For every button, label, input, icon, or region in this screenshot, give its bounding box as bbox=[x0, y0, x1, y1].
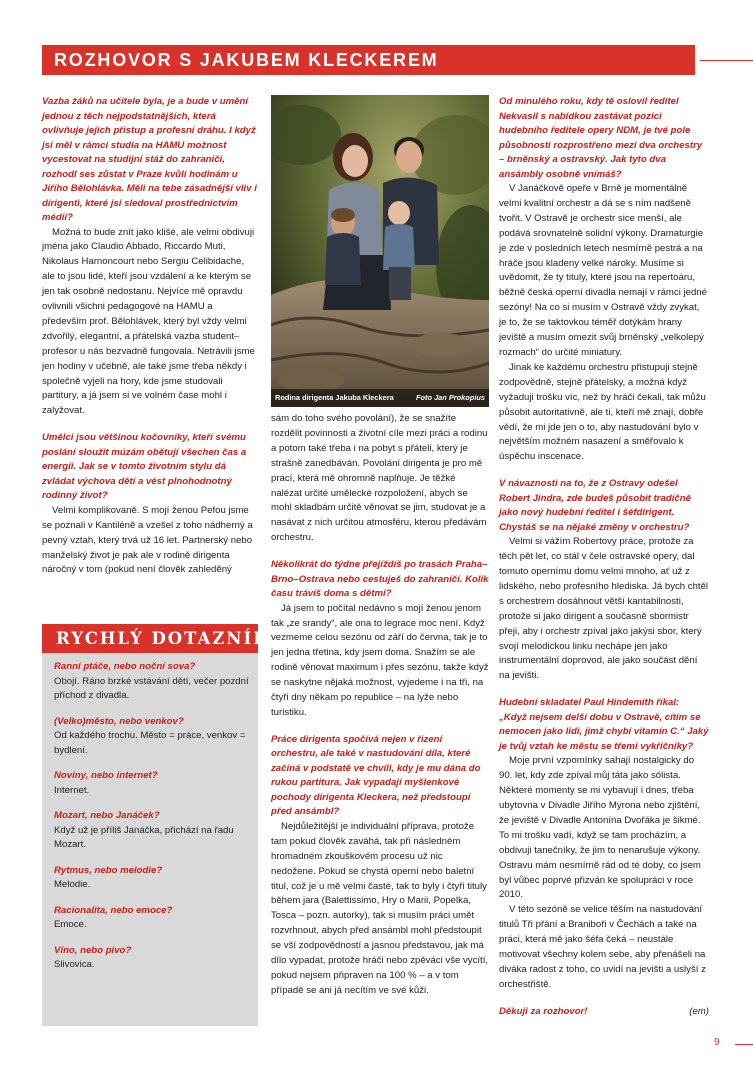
column-2 bbox=[271, 412, 489, 999]
quiz-question: Noviny, nebo internet? bbox=[54, 770, 158, 781]
quiz-question: Racionalita, nebo emoce? bbox=[54, 904, 173, 916]
answer: Já jsem to počítal nedávno s mojí ženou jenom tak „ze srandy“, ale ona to legrace moc není. Když vezmeme celou sezónu od září do června, tak je to jen jedna třetina, kdy jsem doma. Snažím se ale rodině věnovat maximum i přes sezónu, takže když se naskytne nějaká možnost, vyjedeme i na tři, na čtyři dny někam po republice – na lyže nebo turistiku. bbox=[271, 602, 489, 718]
answer: Nejdůležitější je individuální příprava, protože tam pokud člověk zaváhá, tak při následném hromadném zkouškovém procesu už nic nedožene. Pokud se chystá operní nebo baletní titul, což je u mě velmi časté, tak to byly i čtyři tituly během jara (Balettissimo, Hry o Marii, Popelka, Tosca – pozn. autorky), tak si musím práci umět rozvrhnout, abych před ansámbl mohl předstoupit se vší zodpovědností a jasnou představou, jak má dílo vypadat, protože hráči nebo zpěváci vše vycítí, pokud nejsem připraven na 100 % – a v tom případě se ani já necítím ve své kůži. bbox=[271, 820, 489, 996]
answer: Jinak ke každému orchestru přistupuji stejně zodpovědně, stejně přátelsky, a možná když vyžaduji trošku víc, než by hráči čekali, tak můžu působit autoritativně, ale ti, kteří mě znají, dobře vědí, že mi jde jen o to, aby nastudování bylo v největším možném nasazení a směřovalo k úspěchu inscenace. bbox=[499, 361, 706, 463]
quiz-answer: Když už je příliš Janáčka, přichází na řadu Mozart. bbox=[54, 824, 234, 850]
quiz-question: Víno, nebo pivo? bbox=[54, 944, 132, 956]
quick-quiz-header bbox=[42, 624, 270, 653]
family-photo bbox=[271, 95, 489, 407]
article-title: ROZHOVOR S JAKUBEM KLECKEREM bbox=[54, 50, 439, 70]
quiz-answer: Slivovica. bbox=[54, 959, 95, 970]
quiz-question: Ranní ptáče, nebo noční sova? bbox=[54, 661, 196, 672]
quick-quiz-list bbox=[54, 660, 250, 984]
closing-row bbox=[499, 1005, 709, 1020]
thanks-text: Děkuji za rozhovor! bbox=[499, 1005, 588, 1017]
photo-caption: Rodina dirigenta Jakuba Kleckera bbox=[275, 393, 394, 402]
article-header bbox=[42, 45, 695, 75]
quiz-question: Mozart, nebo Janáček? bbox=[54, 810, 160, 821]
quiz-item bbox=[54, 660, 250, 704]
page-number: 9 bbox=[714, 1037, 720, 1048]
quiz-item bbox=[54, 715, 250, 759]
quiz-item bbox=[54, 864, 250, 893]
header-rule bbox=[700, 60, 753, 61]
answer: V Janáčkově opeře v Brně je momentálně velmi kvalitní orchestr a dá se s ním nadšeně tvořit. V Ostravě je orchestr sice menší, ale podává srovnatelně solidní výkony. Dramaturgie je zde v posledních letech nesmírně pestrá a na hráče jsou kladeny velké nároky. Musíme si uvědomit, že ty tituly, které jsou na repertoáru, běžně česká operní divadla nemají v rámci jedné sezóny! Na co si musím v Ostravě vždy zvykat, je to, že se taktovkou téměř dotýkám hrany jeviště a musím omezit svůj brněnský „velkolepý rozmach“ do určité miniatury. bbox=[499, 183, 707, 358]
footer-rule bbox=[735, 1044, 753, 1045]
quick-quiz-box bbox=[42, 624, 270, 1026]
answer: Moje první vzpomínky sahají nostalgicky do 90. let, kdy zde zpíval můj táta jako sólista. Některé momenty se mi vybavují i dnes, třeba ubytovna v Divadle Jiřího Myrona nebo zjištění, že jeviště v Divadle Antonína Dvořáka je šikmé. To mi trošku vadí, když se tam procházím, a obdivuji tanečníky, že jim to nenarušuje výkony. Ostravu mám nesmírně rád od té doby, co jsem byl vůbec poprvé přizván ke spolupráci v roce 2010. bbox=[499, 755, 701, 901]
quiz-item bbox=[54, 809, 250, 853]
quiz-item bbox=[54, 944, 250, 973]
question: Vazba žáků na učitele byla, je a bude v umění jednou z těch nejpodstatnějších, která ovlivňuje jejich přístup a profesní dráhu. I když jsi měl v rámci studia na HAMU možnost vycestovat na studijní stáž do zahraničí, rozhodl ses zůstat v Praze kvůli hodinám u Jiřího Bělohlávka. Měli na tebe zásadnější vliv i dirigenti, které jsi sledoval prostřednictvím médií? bbox=[42, 96, 257, 223]
question: V návaznosti na to, že z Ostravy odešel Robert Jindra, zde budeš působit tradičně jako nový hudební ředitel i šéfdirigent. Chystáš se na nějaké změny v orchestru? bbox=[499, 478, 691, 533]
column-1 bbox=[42, 95, 258, 578]
question: Od minulého roku, kdy tě oslovil ředitel Nekvasil s nabídkou zastávat pozici hudebního ředitele opery NDM, je tvé pole působnosti rozprostřeno mezi dva orchestry – brněnský a ostravský. Jak tyto dva ansámbly osobně vnímáš? bbox=[499, 96, 703, 180]
quiz-answer: Obojí. Ráno brzké vstávání dětí, večer pozdní příchod z divadla. bbox=[54, 675, 249, 701]
answer: Velmi si vážím Robertovy práce, protože za těch pět let, co stál v čele ostravské opery, dal tomuto opernímu domu velmi mnoho, ať už z lidského, nebo profesního hlediska. Já bych chtěl s orchestrem dosáhnout větší kantabilnosti, protože si jako dirigent a současně sbormistr přeji, aby i orchestr zpíval jako jakýsi sbor, který svojí melodickou linku nechápe jen jako instrumentální doprovod, ale jako součást dění na jevišti. bbox=[499, 536, 709, 682]
quiz-answer: Internet. bbox=[54, 784, 90, 796]
quiz-answer: Od každého trochu. Město = práce, venkov = bydlení. bbox=[54, 730, 246, 756]
quiz-item bbox=[54, 769, 250, 798]
answer: Velmi komplikovaně. S mojí ženou Pefou jsme se poznali v Kantiléně a vzešel z toho nádherný a pevný vztah, který trvá už 16 let. Partnerský nebo manželský život je pak ale v rodině dirigenta náročný v tom (pokud není člověk zahleděný bbox=[42, 504, 253, 576]
quiz-question: Rytmus, nebo melodie? bbox=[54, 864, 163, 876]
question: Práce dirigenta spočívá nejen v řízení orchestru, ale také v nastudování díla, které začíná v podstatě ve chvíli, kdy je mu dána do rukou partitura. Jak vypadají myšlenkové pochody dirigenta Kleckera, než předstoupí před ansámbl? bbox=[271, 733, 481, 818]
answer: V této sezóně se velice těším na nastudování titulů Tři přání a Braniboři v Čechách a také na práci, která mě jako šéfa čeká – neustále motivovat všechny kolem sebe, aby přenášeli na diváka radost z toho, co uvidí na jevišti a uslyší z orchestřiště. bbox=[499, 904, 706, 990]
answer: sám do toho svého povolání), že se snažíte rozdělit povinnosti a životní cíle mezi práci a rodinu a potom také třeba i na pobyt s přáteli, který je strašně zanedbáván. Povolání dirigenta je pro mě prací, která mě ohromně naplňuje. Je těžké nalézat určité umělecké rozpoložení, abych se mohl skladbám určitě věnovat se jim, studovat je a nasávat z nich určitou atmosféru, kterou předávám orchestru. bbox=[271, 413, 488, 544]
question: Několikrát do týdne přejíždíš po trasách Praha–Brno–Ostrava nebo cestuješ do zahraničí. Kolik času trávíš doma s dětmi? bbox=[271, 559, 489, 600]
question: Hudební skladatel Paul Hindemith říkal: „Když nejsem delší dobu v Ostravě, cítím se nemocen jako lidi, jimž chybí vitamín C.“ Jaký je tvůj vztah ke městu se třemi vykřičníky? bbox=[499, 697, 709, 752]
photo-caption-bar bbox=[271, 389, 489, 407]
quick-quiz-title: RYCHLÝ DOTAZNÍK bbox=[56, 629, 270, 648]
quiz-answer: Melodie. bbox=[54, 879, 91, 890]
quiz-item bbox=[54, 904, 250, 933]
column-3 bbox=[499, 95, 709, 1020]
photo-credit: Foto Jan Prokopius bbox=[416, 393, 485, 402]
author-signature: (em) bbox=[689, 1005, 709, 1017]
quiz-answer: Emoce. bbox=[54, 919, 87, 930]
family-photo-image bbox=[271, 95, 489, 407]
quiz-question: (Velko)město, nebo venkov? bbox=[54, 715, 184, 727]
question: Umělci jsou většinou kočovníky, kteří svému poslání sloužit múzám obětují všechen čas a energii. Jak se v tomto životním stylu dá zvládat výchova dětí a vést plnohodnotný rodinný život? bbox=[42, 432, 247, 502]
answer: Možná to bude znít jako klišé, ale velmi obdivuji jména jako Claudio Abbado, Riccardo Muti, Nikolaus Harnoncourt nebo Sergiu Celibidache, ale to jsou lidé, kteří jsou vzdálení a ke kterým se jen tak osobně nedostanu. Nejvíce mě opravdu ovlivnili všichni pedagogové na HAMU a především prof. Bělohlávek, který byl vždy velmi zdvořilý, elegantní, a přátelská vazba student–profesor u nás bezvadně fungovala. Netrávili jsme jen hodiny v učebně, ale také jsme třeba někdy i společně vyjeli na hory, kde jsme studovali partitury, a já jsem si ve volném čase mohl i zalyžovat. bbox=[42, 226, 255, 417]
